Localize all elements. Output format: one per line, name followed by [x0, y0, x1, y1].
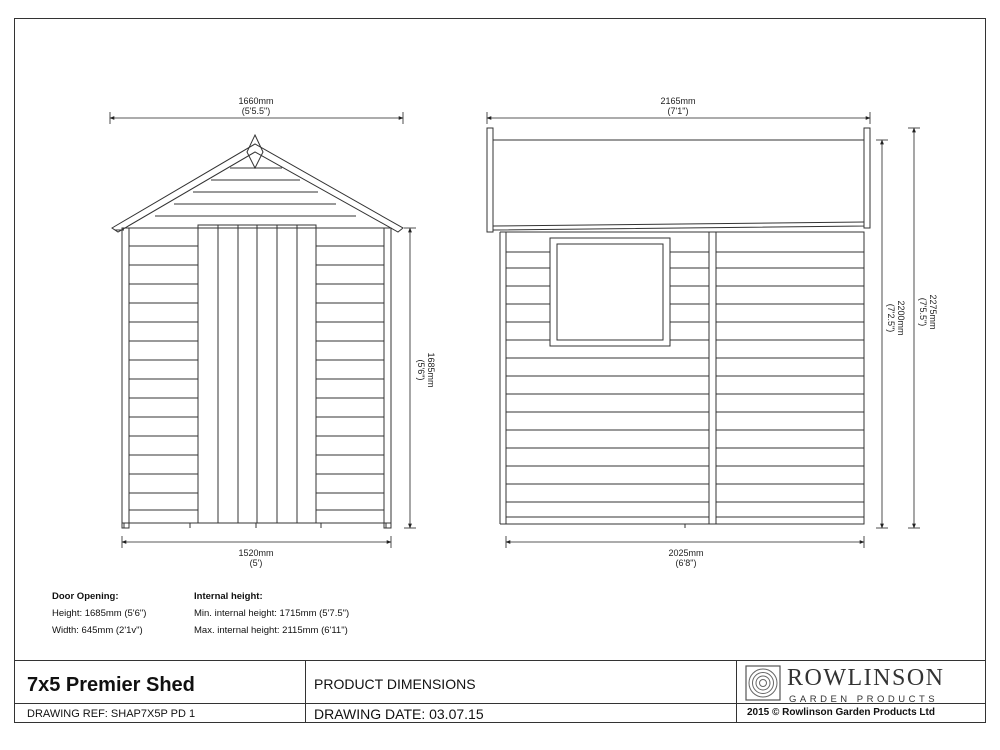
drawing-date: DRAWING DATE: 03.07.15	[314, 706, 484, 722]
side-elevation	[487, 128, 870, 528]
front-height-mm: 1685mm	[426, 352, 436, 388]
section-label-cell	[305, 660, 737, 704]
side-inner-height-imperial: (7'2.5")	[886, 303, 896, 333]
brand-subtitle: GARDEN PRODUCTS	[789, 694, 939, 705]
side-top-width-mm: 2165mm	[660, 96, 696, 106]
side-cladding	[506, 252, 864, 517]
title-block	[14, 660, 986, 723]
front-dimensions	[110, 112, 416, 548]
internal-height-notes	[194, 588, 349, 639]
front-bottom-width-mm: 1520mm	[238, 548, 274, 558]
side-top-width-imperial: (7'1")	[667, 106, 689, 116]
door-opening-notes	[52, 588, 146, 639]
side-window	[550, 238, 670, 346]
drawing-date-cell	[305, 703, 737, 723]
side-bottom-width-imperial: (6'8")	[675, 558, 697, 568]
rowlinson-logo-icon	[745, 665, 781, 701]
front-elevation	[112, 135, 403, 528]
front-cladding-left	[129, 246, 198, 510]
side-outer-height-mm: 2275mm	[928, 294, 938, 330]
brand-cell	[736, 660, 986, 704]
side-dimensions	[487, 112, 920, 548]
copyright: 2015 © Rowlinson Garden Products Ltd	[747, 707, 935, 718]
door-opening-height: Height: 1685mm (5'6")	[52, 608, 147, 619]
door-opening-heading: Door Opening:	[52, 591, 119, 602]
front-top-width-imperial: (5'5.5")	[241, 106, 271, 116]
side-inner-height-mm: 2200mm	[896, 300, 906, 336]
door-opening-width: Width: 645mm (2'1v")	[52, 625, 143, 636]
copyright-cell	[736, 703, 986, 723]
internal-height-max: Max. internal height: 2115mm (6'11")	[194, 625, 348, 636]
internal-height-min: Min. internal height: 1715mm (5'7.5")	[194, 608, 350, 619]
front-cladding-right	[316, 246, 384, 510]
side-outer-height-imperial: (7'5.5")	[918, 297, 928, 327]
front-height-imperial: (5'6")	[416, 359, 426, 381]
product-name: 7x5 Premier Shed	[27, 674, 195, 696]
drawing-ref-cell	[14, 703, 306, 723]
side-bottom-width-mm: 2025mm	[668, 548, 704, 558]
internal-height-heading: Internal height:	[194, 591, 263, 602]
front-bottom-width-imperial: (5')	[249, 558, 263, 568]
drawing-ref: DRAWING REF: SHAP7X5P PD 1	[27, 708, 196, 720]
brand-name: ROWLINSON	[787, 665, 945, 691]
product-name-cell	[14, 660, 306, 704]
side-roof	[493, 140, 864, 230]
section-label: PRODUCT DIMENSIONS	[314, 676, 476, 692]
front-top-width-mm: 1660mm	[238, 96, 274, 106]
front-roof	[112, 144, 403, 232]
